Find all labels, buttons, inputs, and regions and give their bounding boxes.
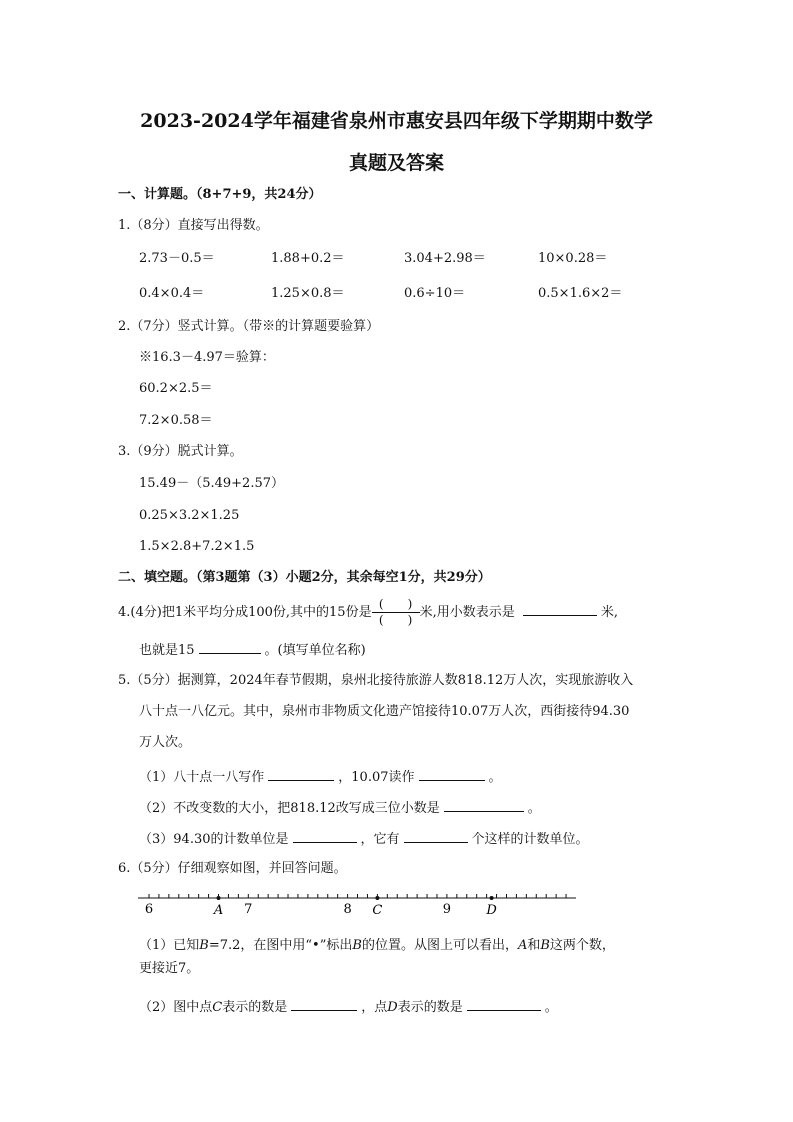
answer-blank[interactable]	[404, 829, 468, 843]
answer-blank[interactable]	[268, 767, 334, 781]
q5-text: 。	[527, 801, 541, 816]
q2-item: ※16.3－4.97＝验算：	[139, 350, 275, 365]
major-tick-label: 6	[144, 902, 154, 917]
q5-text: ，它有	[360, 832, 400, 847]
q5-sub-3	[139, 829, 589, 849]
fraction-denominator[interactable]: ( )	[378, 613, 413, 627]
q3-item: 1.5×2.8+7.2×1.5	[139, 539, 255, 554]
q5-sub-2	[139, 798, 541, 818]
q6-text: 这两个数，	[549, 938, 615, 953]
q4-text: 米,	[600, 605, 618, 620]
q5-sub-1	[139, 767, 502, 787]
q1-item: 10×0.28＝	[538, 251, 608, 266]
point-A	[217, 896, 221, 900]
q4-text: 4.(4分)把1米平均分成100份,其中的15份是	[118, 605, 372, 620]
q3-item: 15.49－（5.49+2.57）	[139, 476, 284, 491]
point-C	[375, 896, 379, 900]
q6-sub-1	[139, 937, 615, 955]
point-label: A	[213, 903, 224, 918]
q3-label: 3.（9分）脱式计算。	[118, 444, 243, 459]
q1-item: 0.4×0.4＝	[139, 286, 205, 301]
q6-text: 的位置。从图上可以看出，	[361, 938, 518, 953]
answer-blank[interactable]	[199, 640, 261, 654]
q4-line-2	[139, 640, 366, 660]
answer-blank[interactable]	[291, 997, 357, 1011]
q5-text: （1）八十点一八写作	[139, 770, 265, 785]
title-line-2: 真题及答案	[348, 152, 444, 174]
q5-text: （3）94.30的计数单位是	[139, 832, 289, 847]
q3-item: 0.25×3.2×1.25	[139, 508, 240, 523]
q5-text: 。	[488, 770, 502, 785]
q5-line-1: 5.（5分）据测算，2024年春节假期，泉州北接待旅游人数818.12万人次，实现旅游收入	[118, 673, 634, 688]
q6-sub-2	[139, 997, 558, 1017]
q6-text: （2）图中点	[139, 1000, 213, 1015]
q6-var: B	[199, 938, 209, 953]
q6-label: 6.（5分）仔细观察如图，并回答问题。	[118, 861, 347, 876]
q2-item: 7.2×0.58＝	[139, 413, 213, 428]
q1-item: 3.04+2.98＝	[404, 251, 486, 266]
section-2-heading: 二、填空题。（第3题第（3）小题2分，其余每空1分，共29分）	[118, 570, 491, 585]
major-tick-label: 9	[442, 902, 452, 917]
q6-var: D	[387, 1000, 398, 1015]
q6-text: 表示的数是	[222, 1000, 288, 1015]
major-tick-label: 7	[244, 902, 253, 917]
q6-var: C	[212, 1000, 223, 1015]
q2-item: 60.2×2.5＝	[139, 381, 213, 396]
point-label: D	[486, 903, 497, 918]
fraction-blank[interactable]	[372, 597, 420, 628]
q6-text: ，点	[361, 1000, 388, 1015]
answer-blank[interactable]	[444, 798, 524, 812]
fraction-numerator[interactable]: ( )	[372, 597, 420, 613]
answer-blank[interactable]	[467, 997, 541, 1011]
q5-line-3: 万人次。	[139, 735, 192, 750]
answer-blank[interactable]	[523, 602, 597, 616]
q4-line-1	[118, 597, 618, 628]
q6-text: 和	[527, 938, 541, 953]
q6-text: 表示的数是	[397, 1000, 463, 1015]
q6-text: （1）已知	[139, 938, 200, 953]
q5-text: 个这样的计数单位。	[471, 832, 589, 847]
q6-var: B	[540, 938, 550, 953]
q6-var: B	[352, 938, 362, 953]
q5-text: ，10.07读作	[338, 770, 415, 785]
point-label: C	[372, 903, 383, 918]
q1-item: 1.88+0.2＝	[271, 251, 345, 266]
q1-item: 1.25×0.8＝	[271, 286, 345, 301]
answer-blank[interactable]	[419, 767, 485, 781]
q4-text: 。(填写单位名称)	[264, 643, 366, 658]
q1-item: 0.5×1.6×2＝	[538, 286, 623, 301]
q6-var: A	[517, 938, 528, 953]
major-tick-label: 8	[343, 902, 352, 917]
q1-item: 2.73－0.5＝	[139, 251, 215, 266]
section-1-heading: 一、计算题。（8+7+9，共24分）	[118, 187, 322, 202]
q1-label: 1.（8分）直接写出得数。	[118, 218, 269, 233]
q5-text: （2）不改变数的大小，把818.12改写成三位小数是	[139, 801, 440, 816]
number-line[interactable]	[0, 885, 793, 921]
q2-label: 2.（7分）竖式计算。（带※的计算题要验算）	[118, 319, 380, 334]
title-line-1: 2023-2024学年福建省泉州市惠安县四年级下学期期中数学	[140, 110, 653, 132]
q6-text: =7.2，在图中用“•”标出	[208, 938, 353, 953]
q6-sub-1-cont: 更接近7。	[139, 961, 200, 976]
q5-line-2: 八十点一八亿元。其中，泉州市非物质文化遗产馆接待10.07万人次，西街接待94.30	[139, 704, 630, 719]
answer-blank[interactable]	[293, 829, 357, 843]
q6-text: 。	[544, 1000, 558, 1015]
q1-item: 0.6÷10＝	[404, 286, 466, 301]
q4-text: 也就是15	[139, 643, 195, 658]
q4-text: 米,用小数表示是	[419, 605, 515, 620]
point-D	[490, 896, 494, 900]
